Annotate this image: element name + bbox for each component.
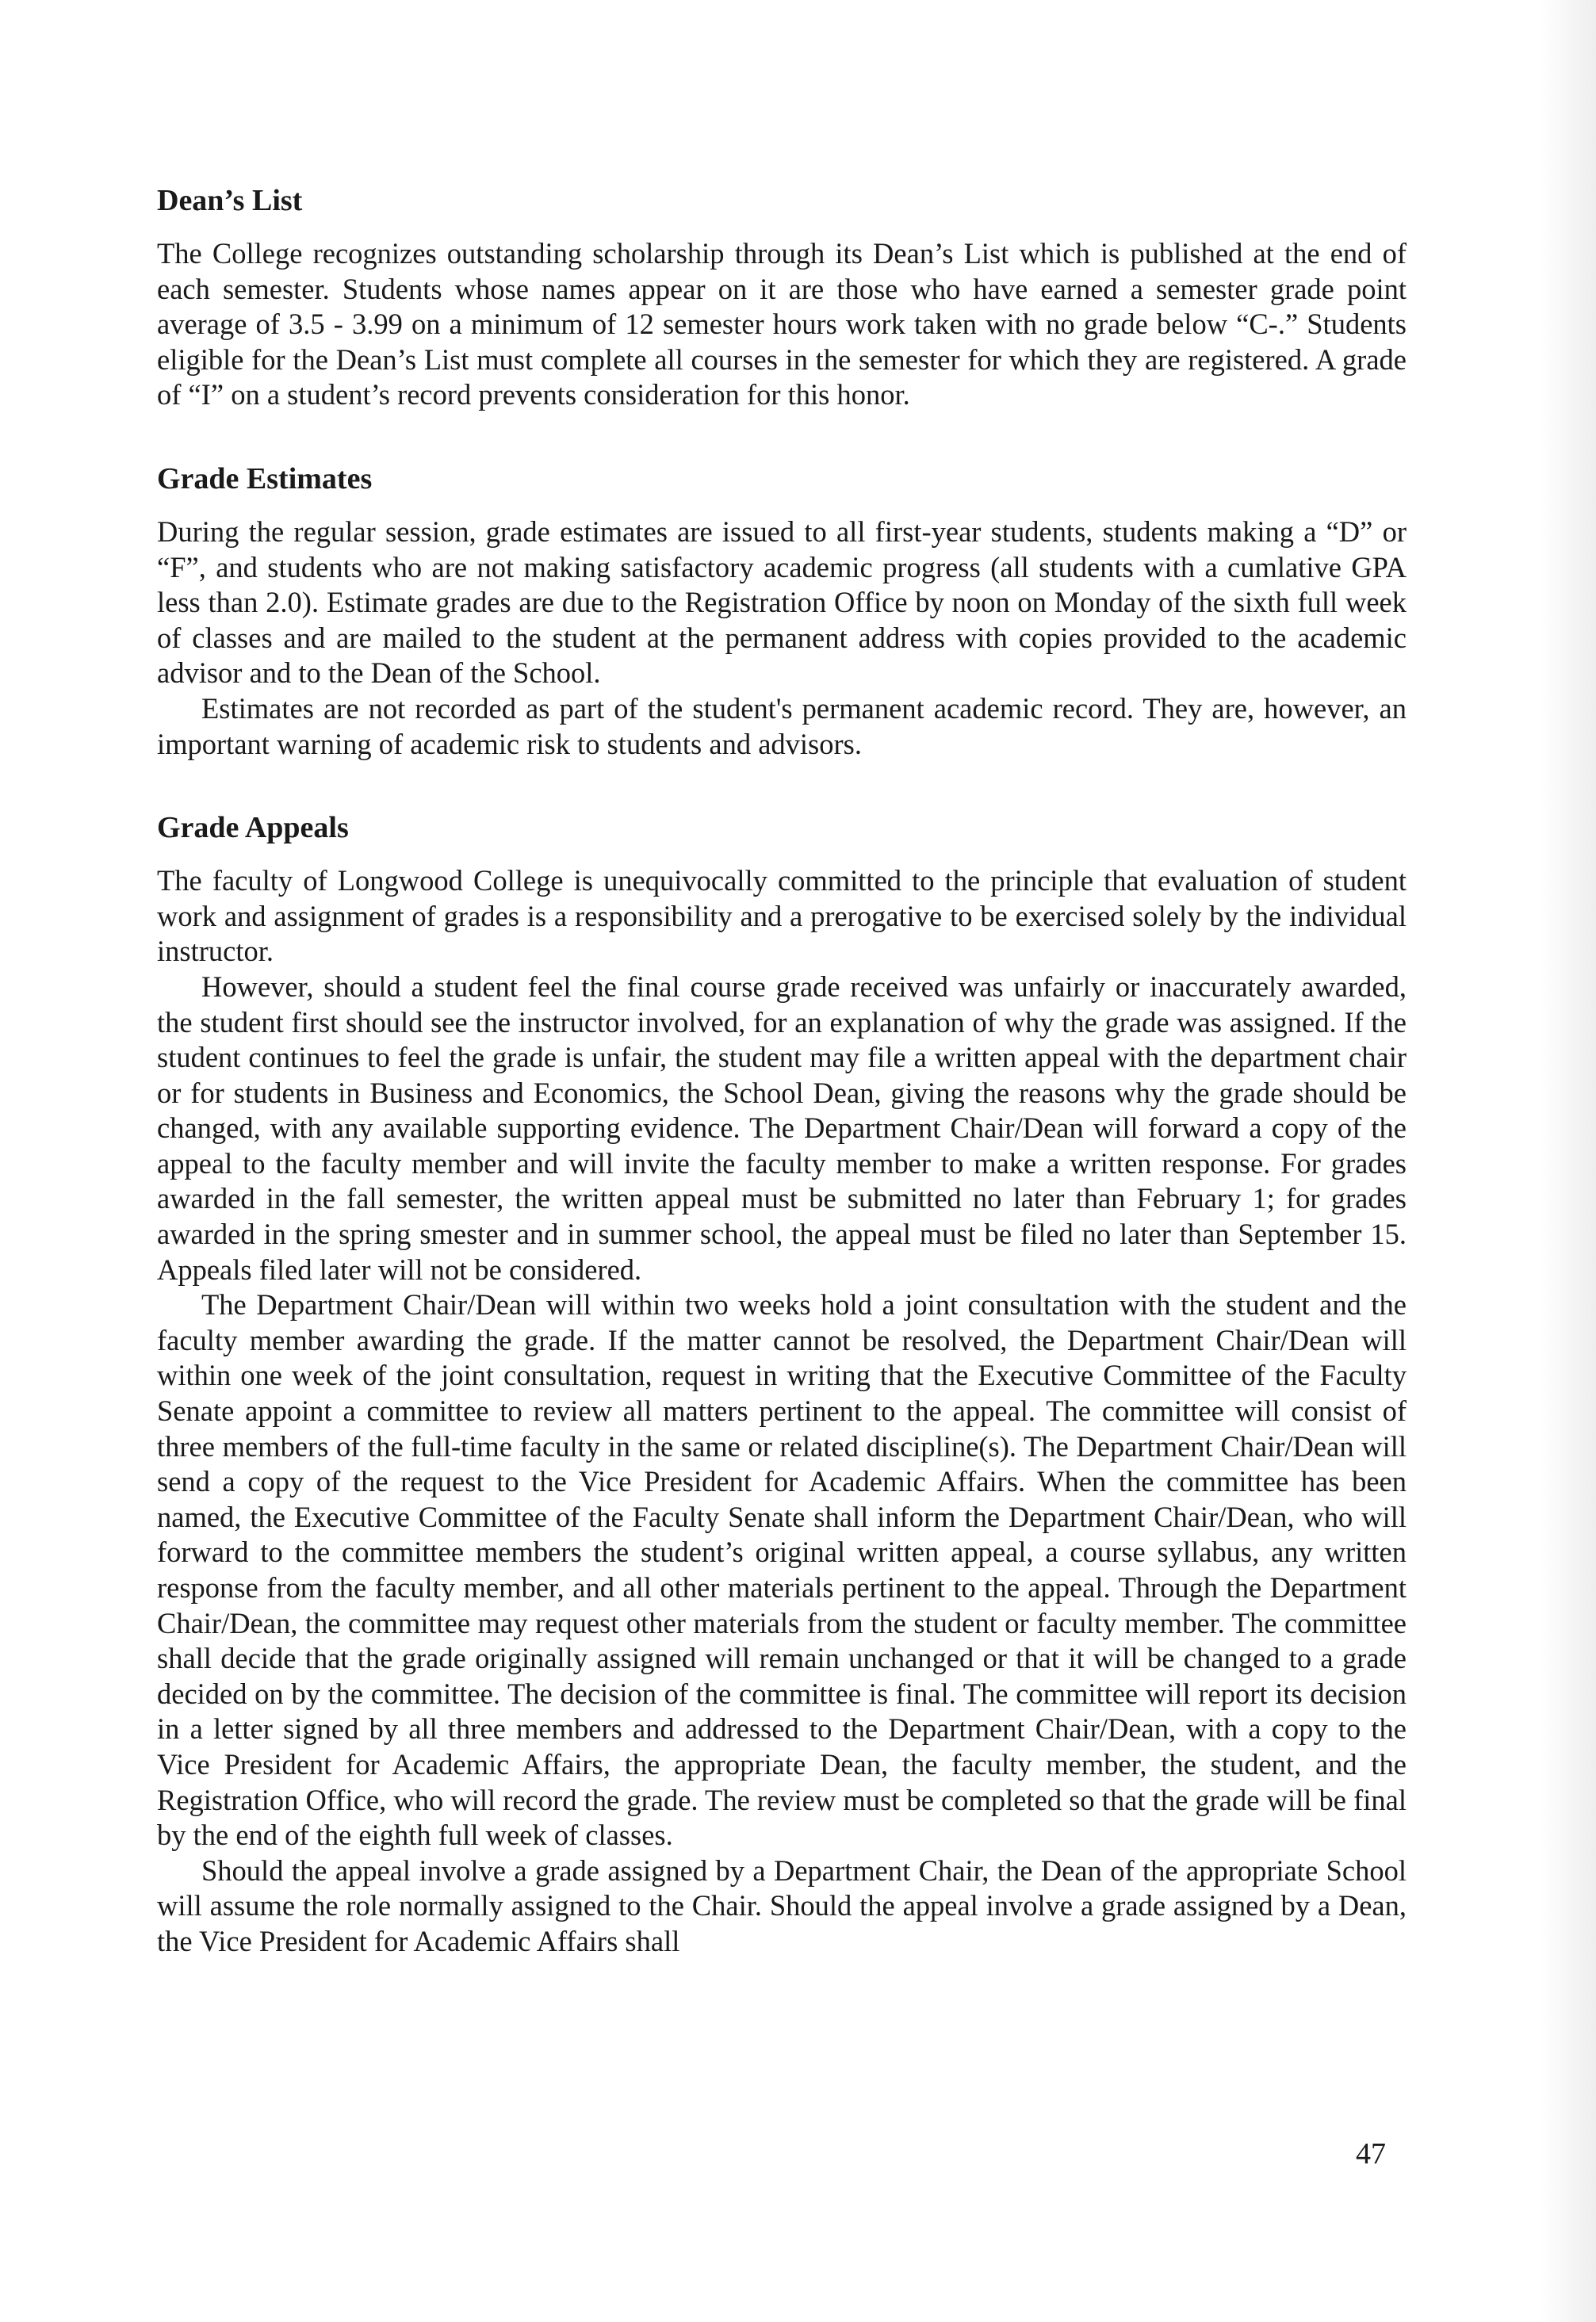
grade-appeals-heading: Grade Appeals: [157, 811, 349, 845]
deans-list-paragraph-1: The College recognizes outstanding scholarship through its Dean’s List which is published at the end of each semester. Students whose names appear on it are those who have earned a semester grade point average of 3.5 - 3.99 on a minimum of 12 semester hours work taken with no grade below “C-.” Students eligible for the Dean’s List must complete all courses in the semester for which they are registered. A grade of “I” on a student’s record prevents consideration for this honor.: [157, 237, 1407, 411]
deans-list-heading: Dean’s List: [157, 184, 303, 217]
grade-estimates-paragraph-2: Estimates are not recorded as part of the student's permanent academic record. They are, however, an important warning of academic risk to students and advisors.: [157, 691, 1407, 760]
grade-estimates-paragraph-1: During the regular session, grade estimates are issued to all first-year students, students making a “D” or “F”, and students who are not making satisfactory academic progress (all students with a cumlative GPA less than 2.0). Estimate grades are due to the Registration Office by noon on Monday of the sixth full week of classes and are mailed to the student at the permanent address with copies provided to the academic advisor and to the Dean of the School.: [157, 515, 1407, 690]
grade-estimates-heading: Grade Estimates: [157, 461, 373, 495]
grade-estimates-section: [157, 461, 1407, 762]
deans-list-section: [157, 182, 1407, 413]
page-content: [157, 182, 1407, 1960]
grade-appeals-paragraph-4: Should the appeal involve a grade assigned by a Department Chair, the Dean of the appropriate School will assume the role normally assigned to the Chair. Should the appeal involve a grade assigned by a Dean, the Vice President for Academic Affairs shall: [157, 1853, 1407, 1957]
grade-appeals-section: [157, 809, 1407, 1959]
grade-appeals-paragraph-1: The faculty of Longwood College is unequivocally committed to the principle that evaluation of student work and assignment of grades is a responsibility and a prerogative to be exercised solely by the individual instructor.: [157, 864, 1407, 968]
page-edge-shadow: [1541, 0, 1596, 2322]
grade-appeals-paragraph-2: However, should a student feel the final course grade received was unfairly or inaccurately awarded, the student first should see the instructor involved, for an explanation of why the grade was assigned. If the student continues to feel the grade is unfair, the student may file a written appeal with the department chair or for students in Business and Economics, the School Dean, giving the reasons why the grade should be changed, with any available supporting evidence. The Department Chair/Dean will forward a copy of the appeal to the faculty member and will invite the faculty member to make a written response. For grades awarded in the fall semester, the written appeal must be submitted no later than February 1; for grades awarded in the spring smester and in summer school, the appeal must be filed no later than September 15. Appeals filed later will not be considered.: [157, 970, 1407, 1286]
grade-appeals-paragraph-3: The Department Chair/Dean will within two weeks hold a joint consultation with the student and the faculty member awarding the grade. If the matter cannot be resolved, the Department Chair/Dean will within one week of the joint consultation, request in writing that the Executive Committee of the Faculty Senate appoint a committee to review all matters pertinent to the appeal. The committee will consist of three members of the full-time faculty in the same or related discipline(s). The Department Chair/Dean will send a copy of the request to the Vice President for Academic Affairs. When the committee has been named, the Executive Committee of the Faculty Senate shall inform the Department Chair/Dean, who will forward to the committee members the student’s original written appeal, a course syllabus, any written response from the faculty member, and all other materials pertinent to the appeal. Through the Department Chair/Dean, the committee may request other materials from the student or faculty member. The committee shall decide that the grade originally assigned will remain unchanged or that it will be changed to a grade decided on by the committee. The decision of the committee is final. The committee will report its decision in a letter signed by all three members and addressed to the Department Chair/Dean, with a copy to the Vice President for Academic Affairs, the appropriate Dean, the faculty member, the student, and the Registration Office, who will record the grade. The review must be completed so that the grade will be final by the end of the eighth full week of classes.: [157, 1288, 1407, 1852]
page-number: 47: [1356, 2137, 1386, 2171]
